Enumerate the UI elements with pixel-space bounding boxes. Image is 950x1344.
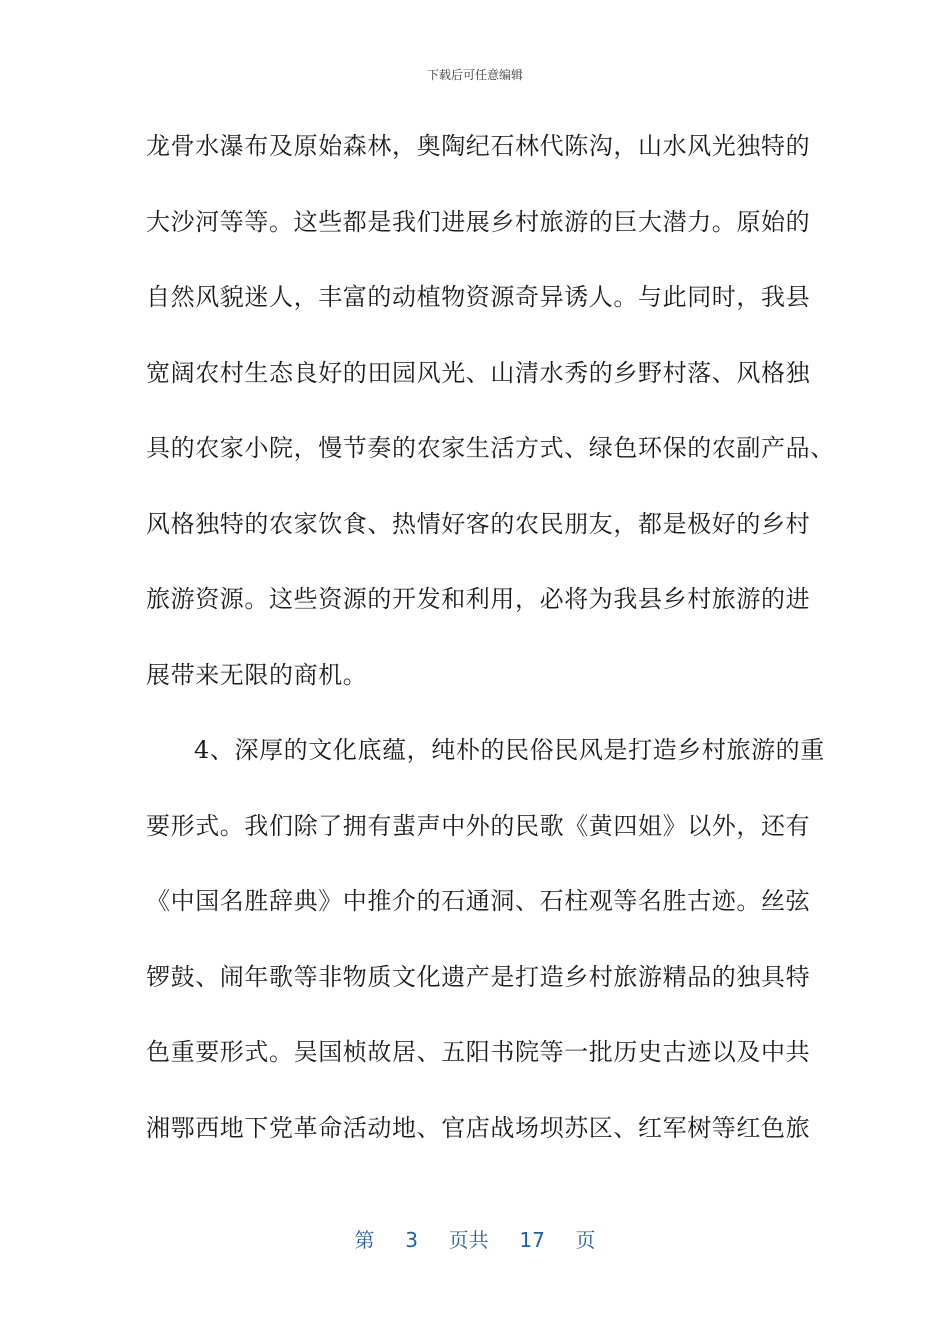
footer-prefix: 第 — [354, 1228, 375, 1252]
text-line: 大沙河等等。这些都是我们进展乡村旅游的巨大潜力。原始的 — [146, 207, 811, 236]
text-line: 宽阔农村生态良好的田园风光、山清水秀的乡野村落、风格独 — [146, 358, 811, 387]
text-line: 要形式。我们除了拥有蜚声中外的民歌《黄四姐》以外，还有 — [146, 811, 811, 840]
paragraph-start-line: 4、深厚的文化底蕴，纯朴的民俗民风是打造乡村旅游的重 — [194, 736, 825, 764]
header-note: 下载后可任意编辑 — [426, 68, 523, 82]
footer-suffix: 页 — [575, 1228, 596, 1252]
text-line: 《中国名胜辞典》中推介的石通洞、石柱观等名胜古迹。丝弦 — [146, 887, 811, 915]
document-body — [146, 118, 835, 1175]
footer-total-pages: 17 — [519, 1228, 545, 1252]
text-line: 锣鼓、闹年歌等非物质文化遗产是打造乡村旅游精品的独具特 — [146, 962, 811, 991]
text-line: 自然风貌迷人，丰富的动植物资源奇异诱人。与此同时，我县 — [146, 283, 811, 311]
page-footer — [0, 1224, 950, 1253]
text-line: 展带来无限的商机。 — [146, 660, 368, 689]
text-line: 湘鄂西地下党革命活动地、官店战场坝苏区、红军树等红色旅 — [146, 1113, 811, 1142]
text-line: 风格独特的农家饮食、热情好客的农民朋友，都是极好的乡村 — [146, 509, 811, 538]
text-line: 具的农家小院，慢节奏的农家生活方式、绿色环保的农副产品、 — [146, 434, 835, 462]
footer-middle: 页共 — [448, 1228, 489, 1252]
text-line: 色重要形式。吴国桢故居、五阳书院等一批历史古迹以及中共 — [146, 1038, 811, 1066]
text-line: 旅游资源。这些资源的开发和利用，必将为我县乡村旅游的进 — [146, 585, 811, 613]
text-line: 龙骨水瀑布及原始森林，奥陶纪石林代陈沟，山水风光独特的 — [146, 132, 811, 160]
footer-page-number: 3 — [405, 1228, 418, 1252]
